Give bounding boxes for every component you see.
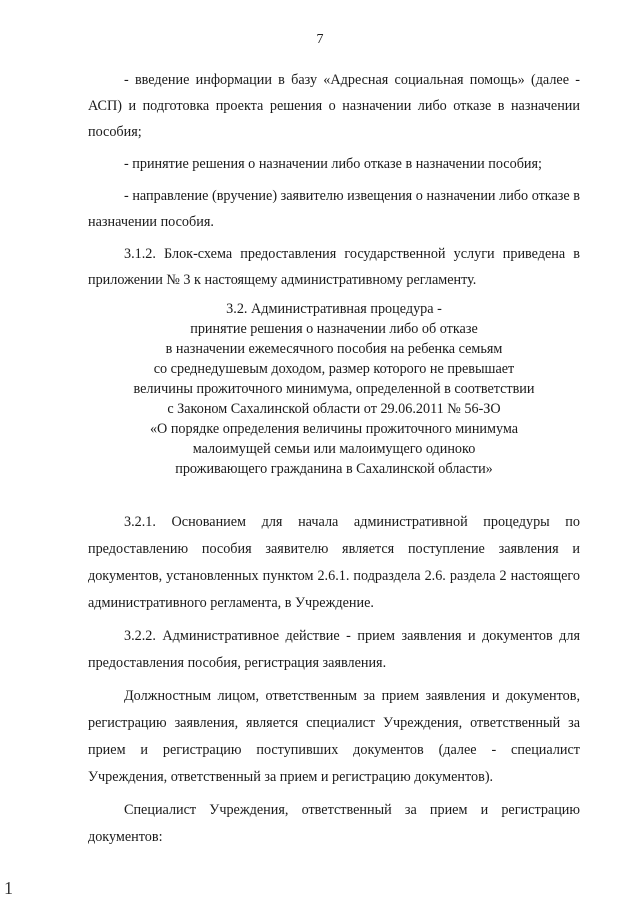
paragraph-3-2-2: 3.2.2. Административное действие - прием заявления и документов для предоставления пособия, регистрация заявления. xyxy=(88,628,580,671)
heading-line: «О порядке определения величины прожиточного минимума xyxy=(149,421,519,437)
page-number: 7 xyxy=(316,32,324,47)
margin-mark: 1 xyxy=(4,878,13,898)
list-item-notice: - направление (вручение) заявителю извещения о назначении либо отказе в назначении пособия. xyxy=(88,188,580,230)
list-item-decision: - принятие решения о назначении либо отказе в назначении пособия; xyxy=(124,156,542,172)
heading-line: величины прожиточного минимума, определенной в соответствии xyxy=(133,381,535,397)
heading-line: с Законом Сахалинской области от 29.06.2011 № 56-ЗО xyxy=(167,401,501,417)
spacer xyxy=(88,479,580,509)
list-item-asp: - введение информации в базу «Адресная социальная помощь» (далее - АСП) и подготовка проекта решения о назначении либо отказе в назначении пособия; xyxy=(88,72,580,140)
heading-line: в назначении ежемесячного пособия на ребенка семьям xyxy=(165,341,503,357)
document-body xyxy=(88,67,580,857)
heading-line: проживающего гражданина в Сахалинской области» xyxy=(175,461,493,477)
paragraph-3-1-2: 3.1.2. Блок-схема предоставления государственной услуги приведена в приложении № 3 к настоящему административному регламенту. xyxy=(88,246,580,288)
heading-line: со среднедушевым доходом, размер которого не превышает xyxy=(153,361,515,377)
heading-line: малоимущей семьи или малоимущего одиноко xyxy=(192,441,476,457)
heading-line: 3.2. Административная процедура - xyxy=(226,301,442,317)
section-heading-3-2 xyxy=(88,299,580,479)
paragraph-3-2-1: 3.2.1. Основанием для начала административной процедуры по предоставлению пособия заявителю является поступление заявления и документов, установленных пунктом 2.6.1. подраздела 2.6. раздела 2 настоящего административного регламента, в Учреждение. xyxy=(88,514,580,611)
paragraph-responsible-official: Должностным лицом, ответственным за прием заявления и документов, регистрацию заявления, является специалист Учреждения, ответственный за прием и регистрацию поступивших документов (далее - специалист Учреждения, ответственный за прием и регистрацию документов). xyxy=(88,688,580,785)
heading-line: принятие решения о назначении либо об отказе xyxy=(190,321,478,337)
paragraph-specialist: Специалист Учреждения, ответственный за прием и регистрацию документов: xyxy=(88,802,580,845)
